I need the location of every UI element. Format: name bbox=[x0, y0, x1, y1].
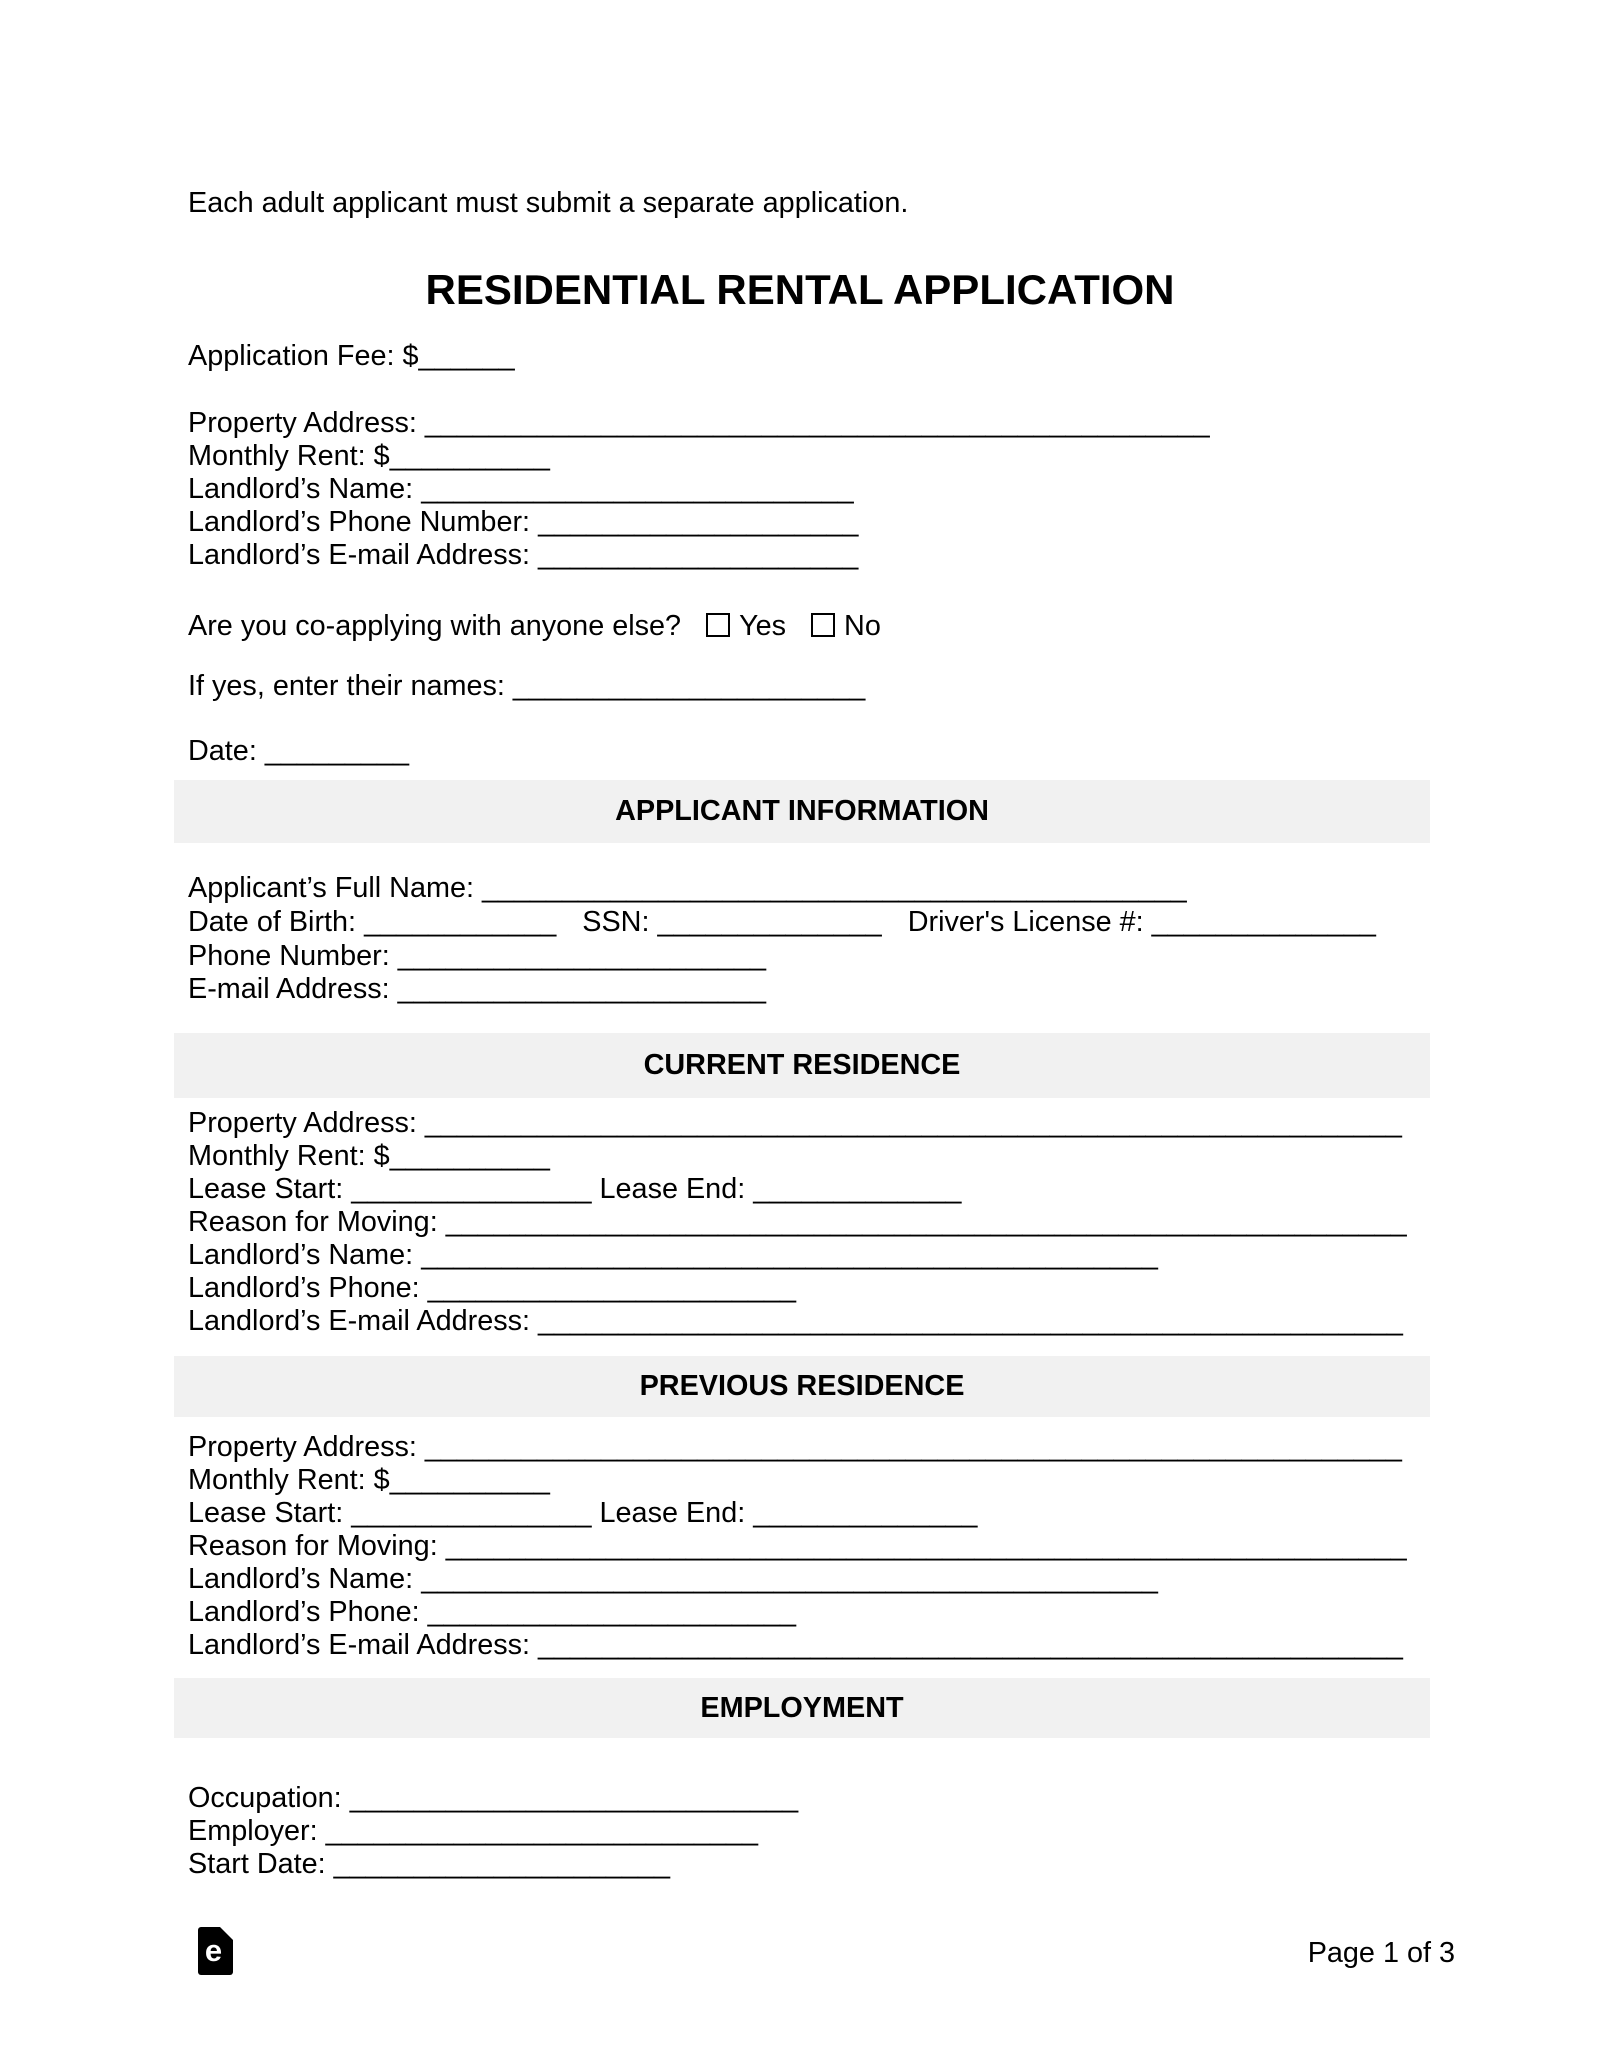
occupation-label: Occupation: bbox=[188, 1782, 350, 1814]
field-dob-ssn-license bbox=[188, 906, 1376, 939]
previous-landlord-phone-blank[interactable]: _______________________ bbox=[427, 1596, 796, 1628]
previous-landlord-name-blank[interactable]: ______________________________________________ bbox=[421, 1563, 1158, 1595]
current-landlord-phone-blank[interactable]: _______________________ bbox=[427, 1272, 796, 1304]
yes-label: Yes bbox=[739, 610, 787, 642]
current-landlord-name-label: Landlord’s Name: bbox=[188, 1239, 422, 1271]
intro-note: Each adult applicant must submit a separate application. bbox=[188, 187, 909, 219]
section-header-current-residence: CURRENT RESIDENCE bbox=[174, 1033, 1430, 1098]
previous-lease-start-label: Lease Start: bbox=[188, 1497, 352, 1529]
field-occupation bbox=[188, 1782, 798, 1815]
field-monthly-rent bbox=[188, 440, 550, 473]
current-landlord-name-blank[interactable]: ______________________________________________ bbox=[421, 1239, 1158, 1271]
field-date bbox=[188, 735, 409, 768]
field-application-fee bbox=[188, 340, 515, 373]
applicant-email-label: E-mail Address: bbox=[188, 973, 398, 1005]
field-previous-landlord-email bbox=[188, 1629, 1403, 1662]
field-current-landlord-email bbox=[188, 1305, 1403, 1338]
field-current-lease-dates bbox=[188, 1173, 961, 1206]
applicant-full-name-blank[interactable]: ____________________________________________ bbox=[481, 872, 1187, 904]
application-fee-blank[interactable]: ______ bbox=[418, 340, 515, 372]
previous-landlord-phone-label: Landlord’s Phone: bbox=[188, 1596, 428, 1628]
landlord-phone-number-blank[interactable]: ____________________ bbox=[538, 506, 859, 538]
current-property-address-blank[interactable]: _____________________________________________________________ bbox=[424, 1107, 1402, 1139]
no-checkbox[interactable] bbox=[811, 613, 835, 637]
eforms-logo-letter: e bbox=[204, 1933, 223, 1968]
start-date-blank[interactable]: _____________________ bbox=[333, 1848, 670, 1880]
previous-property-address-blank[interactable]: _____________________________________________________________ bbox=[424, 1431, 1402, 1463]
dob-label: Date of Birth: bbox=[188, 906, 365, 938]
section-header-applicant-information: APPLICANT INFORMATION bbox=[174, 780, 1430, 843]
field-co-applicant-names bbox=[188, 670, 865, 703]
co-applicant-names-blank[interactable]: ______________________ bbox=[512, 670, 866, 702]
current-landlord-email-label: Landlord’s E-mail Address: bbox=[188, 1305, 539, 1337]
monthly-rent-blank[interactable]: __________ bbox=[389, 440, 550, 472]
landlord-phone-number-label: Landlord’s Phone Number: bbox=[188, 506, 539, 538]
previous-monthly-rent-blank[interactable]: __________ bbox=[389, 1464, 550, 1496]
previous-landlord-email-blank[interactable]: ______________________________________________________ bbox=[538, 1629, 1403, 1661]
applicant-phone-label: Phone Number: bbox=[188, 940, 398, 972]
field-property-address bbox=[188, 407, 1210, 440]
landlord-name-blank[interactable]: ___________________________ bbox=[421, 473, 854, 505]
current-landlord-email-blank[interactable]: ______________________________________________________ bbox=[538, 1305, 1403, 1337]
yes-checkbox[interactable] bbox=[706, 613, 730, 637]
applicant-phone-blank[interactable]: _______________________ bbox=[397, 940, 767, 972]
application-fee-label: Application Fee: $ bbox=[188, 340, 419, 372]
landlord-email-blank[interactable]: ____________________ bbox=[538, 539, 859, 571]
current-reason-for-moving-label: Reason for Moving: bbox=[188, 1206, 446, 1238]
date-blank[interactable]: _________ bbox=[264, 735, 409, 767]
applicant-email-blank[interactable]: _______________________ bbox=[397, 973, 767, 1005]
property-address-blank[interactable]: _________________________________________________ bbox=[424, 407, 1210, 439]
field-applicant-email bbox=[188, 973, 766, 1006]
eforms-logo bbox=[198, 1927, 233, 1975]
field-applicant-full-name bbox=[188, 872, 1187, 905]
current-lease-start-blank[interactable]: _______________ bbox=[351, 1173, 592, 1205]
field-employer bbox=[188, 1815, 758, 1848]
current-lease-end-blank[interactable]: _____________ bbox=[753, 1173, 962, 1205]
section-header-previous-residence: PREVIOUS RESIDENCE bbox=[174, 1356, 1430, 1417]
current-monthly-rent-blank[interactable]: __________ bbox=[389, 1140, 550, 1172]
ssn-label: SSN: bbox=[582, 906, 658, 938]
previous-lease-end-blank[interactable]: ______________ bbox=[753, 1497, 978, 1529]
drivers-license-blank[interactable]: ______________ bbox=[1151, 906, 1376, 938]
date-label: Date: bbox=[188, 735, 265, 767]
section-header-employment: EMPLOYMENT bbox=[174, 1678, 1430, 1738]
field-co-applying bbox=[188, 610, 881, 643]
field-landlord-name bbox=[188, 473, 854, 506]
field-applicant-phone bbox=[188, 940, 766, 973]
previous-property-address-label: Property Address: bbox=[188, 1431, 425, 1463]
field-previous-landlord-phone bbox=[188, 1596, 796, 1629]
field-current-property-address bbox=[188, 1107, 1402, 1140]
field-landlord-phone-number bbox=[188, 506, 858, 539]
current-reason-for-moving-blank[interactable]: ____________________________________________________________ bbox=[445, 1206, 1407, 1238]
field-start-date bbox=[188, 1848, 670, 1881]
co-applying-question: Are you co-applying with anyone else? bbox=[188, 610, 682, 642]
employer-blank[interactable]: ___________________________ bbox=[325, 1815, 759, 1847]
field-current-monthly-rent bbox=[188, 1140, 550, 1173]
previous-lease-start-blank[interactable]: _______________ bbox=[351, 1497, 592, 1529]
employer-label: Employer: bbox=[188, 1815, 326, 1847]
previous-reason-for-moving-blank[interactable]: ____________________________________________________________ bbox=[445, 1530, 1407, 1562]
current-property-address-label: Property Address: bbox=[188, 1107, 425, 1139]
property-address-label: Property Address: bbox=[188, 407, 425, 439]
current-lease-start-label: Lease Start: bbox=[188, 1173, 352, 1205]
current-lease-end-label: Lease End: bbox=[591, 1173, 754, 1205]
field-previous-lease-dates bbox=[188, 1497, 977, 1530]
previous-landlord-email-label: Landlord’s E-mail Address: bbox=[188, 1629, 539, 1661]
drivers-license-label: Driver's License #: bbox=[907, 906, 1152, 938]
co-applicant-names-label: If yes, enter their names: bbox=[188, 670, 513, 702]
monthly-rent-label: Monthly Rent: $ bbox=[188, 440, 390, 472]
field-previous-monthly-rent bbox=[188, 1464, 550, 1497]
field-current-landlord-phone bbox=[188, 1272, 796, 1305]
field-current-reason-for-moving bbox=[188, 1206, 1407, 1239]
field-previous-reason-for-moving bbox=[188, 1530, 1407, 1563]
ssn-blank[interactable]: ______________ bbox=[657, 906, 882, 938]
current-landlord-phone-label: Landlord’s Phone: bbox=[188, 1272, 428, 1304]
field-previous-property-address bbox=[188, 1431, 1402, 1464]
field-current-landlord-name bbox=[188, 1239, 1158, 1272]
occupation-blank[interactable]: ____________________________ bbox=[349, 1782, 799, 1814]
start-date-label: Start Date: bbox=[188, 1848, 334, 1880]
dob-blank[interactable]: ____________ bbox=[364, 906, 557, 938]
field-landlord-email bbox=[188, 539, 858, 572]
field-previous-landlord-name bbox=[188, 1563, 1158, 1596]
previous-monthly-rent-label: Monthly Rent: $ bbox=[188, 1464, 390, 1496]
landlord-name-label: Landlord’s Name: bbox=[188, 473, 422, 505]
previous-lease-end-label: Lease End: bbox=[591, 1497, 754, 1529]
no-label: No bbox=[844, 610, 881, 642]
landlord-email-label: Landlord’s E-mail Address: bbox=[188, 539, 539, 571]
page-title: RESIDENTIAL RENTAL APPLICATION bbox=[425, 266, 1175, 313]
page-number: Page 1 of 3 bbox=[1307, 1937, 1455, 1969]
current-monthly-rent-label: Monthly Rent: $ bbox=[188, 1140, 390, 1172]
previous-landlord-name-label: Landlord’s Name: bbox=[188, 1563, 422, 1595]
applicant-full-name-label: Applicant’s Full Name: bbox=[188, 872, 482, 904]
previous-reason-for-moving-label: Reason for Moving: bbox=[188, 1530, 446, 1562]
